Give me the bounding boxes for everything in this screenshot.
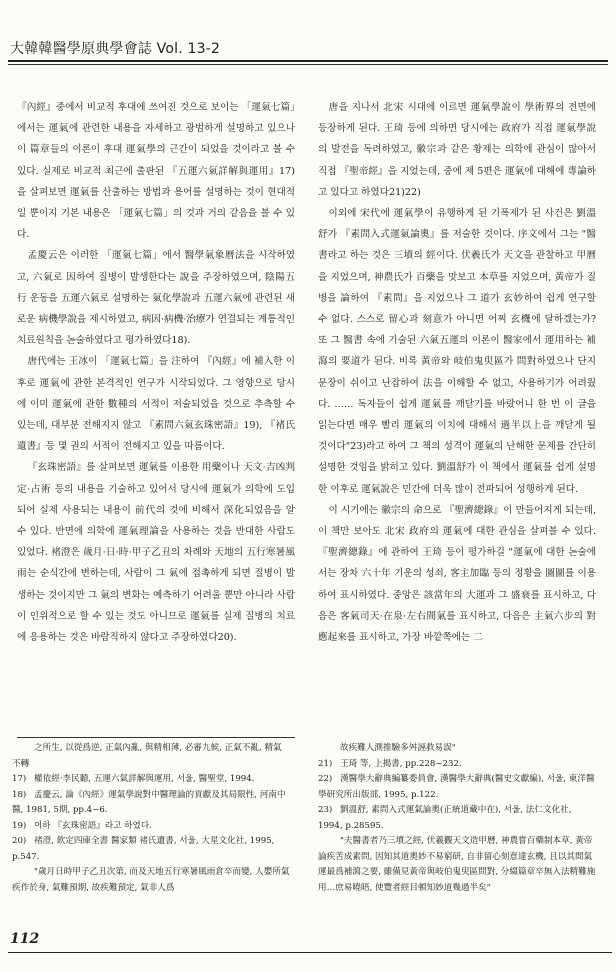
footnote [12,772,290,788]
footnote-text: 之所生, 以從爲逆, 正氣內亂, 與精相薄, 必審九候, 正氣不亂, 精氣不轉 [12,743,282,769]
page-number: 112 [10,931,40,947]
footnote-text: 漢醫學大辭典編纂委員會, 漢醫學大辭典(醫史文獻編), 서울, 東洋醫學研究所出版部, 1995, p.122. [318,774,595,800]
footer-rule [8,952,612,953]
footnotes-left [12,741,290,896]
header-rule-thin [8,64,608,65]
paragraph: 이외에 宋代에 運氣學이 유행하게 된 기폭제가 된 사건은 劉溫舒가 『素問入式運氣論奧』를 저술한 것이다. 序文에서 그는 "醫書라고 하는 것은 三墳의 經이다. 伏羲氏가 天文을 관찰하고 甲曆을 지었으며, 神農氏가 百藥을 맛보고 本草를 지었으며, 黃帝가 질병을 論하여 『素問』을 지었으나 그 道가 玄妙하여 쉽게 연구할 수 없다. 스스로 留心과 刻意가 아니면 어찌 玄機에 달하겠는가? 또 그 醫書 속에 기술된 六氣五運의 이론이 醫家에서 運用하는 補瀉의 要道가 된다. 비록 黃帝와 岐伯鬼臾區가 問對하였으나 단지 문장이 쉬이고 난잡하여 法을 이해할 수 없고, 사용하기가 어려웠다. …… 독자들이 쉽게 運氣를 깨닫기를 바랐어니 한 번 이 글을 읽는다면 매우 빨리 運氣의 이치에 대해서 過半以上을 깨닫게 될 것이다"23)라고 하여 그 책의 성격이 運氣의 난해한 문제를 간단히 설명한 것임을 밝히고 있다. 劉溫舒가 이 책에서 運氣를 쉽게 설명한 이후로 運氣說은 민간에 더욱 많이 전파되어 성행하게 된다. [318,208,596,495]
footnotes-right [318,741,596,896]
paragraph: 孟慶云은 이러한 「運氣七篇」에서 醫學氣象曆法을 시작하였고, 六氣로 因하여 질병이 발생한다는 說을 주장하였으며, 陰陽五行 운동을 五運六氣로 설명하는 氣化學說과 五運六氣에 관련된 새로운 病機學說을 제시하였고, 病因·病機·治療가 연결되는 계통적인 치료원칙을 논술하였다고 평가하였다18). [17,250,295,347]
footnote-text: 孟慶云, 論《內經》運氣學說對中醫理論的貢獻及其局限性, 河南中醫, 1981, 5期, pp.4~6. [12,789,286,815]
paragraph: 唐代에는 王冰이 「運氣七篇」을 注하여 『內經』에 補入한 이후로 運氣에 관한 본격적인 연구가 시작되었다. 그 영향으로 당시에 이미 運氣에 관한 數種의 서적이 저술되었을 것으로 추측할 수 있는데, 대부분 전해지지 않고 『素問六氣玄珠密語』19), 『褚氏遺書』등 몇 권의 서적이 전해지고 있을 따름이다. [17,356,295,453]
footnote-number: 19) [12,820,27,831]
footnote [318,772,596,803]
left-column [17,97,295,648]
footnote [12,865,290,896]
footnote [12,741,290,772]
footnote-number: 20) [12,836,27,846]
footnote [318,757,596,773]
footnote [12,834,290,865]
right-column [318,97,596,648]
footnote-text: 이하 『玄珠密語』라고 하였다. [34,820,152,831]
footnote [12,819,290,835]
footnote-number: 23) [318,805,333,815]
footnote-number: 21) [318,758,333,769]
paragraph: 『內經』중에서 비교적 후대에 쓰여진 것으로 보이는 「運氣七篇」에서는 運氣에 관련한 내용을 자세하고 광범하게 설명하고 있으나 이 篇章들의 이론이 후대 運氣學의 근간이 되었을 것이라고 볼 수 있다. 실제로 비교적 최근에 출판된 『五運六氣詳解與運用』17)을 살펴보면 運氣를 산출하는 방법과 용어를 설명하는 것이 현대적일 뿐이지 기본 내용은 「運氣七篇」의 것과 거의 같음을 볼 수 있다. [17,102,295,241]
paragraph: 이 시기에는 徽宗의 命으로 『聖濟總錄』이 만들어지게 되는데, 이 책만 보아도 北宋 政府의 運氣에 대한 관심을 살펴볼 수 있다. 『聖濟總錄』에 관하여 王琦 등이 평가하길 "運氣에 대한 논술에서는 장차 六十年 기운의 성쇠, 客主加臨 등의 정황을 圖圖를 이용하여 표시하였다. 중앙은 該當年의 大運과 그 盛衰를 표시하고, 다음은 客氣司天·在泉·左右間氣를 표시하고, 다음은 主氣六步의 對應起來를 표시하고, 가장 바깥쪽에는 二 [318,504,596,644]
header-rule [8,60,608,62]
footnote-text: "夫醫書者乃三墳之經, 伏羲觀天文造甲曆, 神農嘗百藥制本草, 黃帝論疾苦成素問, 因知其道奧妙不易窮研, 自非留心刻意達玄機, 且以其間氣運最爲補瀉之要, 雖備見黃帝與岐伯鬼臾區問對, 分綴篇章卒無入法精難施用…庶易曉晤, 使覽者經目頓知妙道幾過半矣" [318,836,596,893]
footnote [318,834,596,896]
footnote-text: 權依經·李民聽, 五運六氣詳解與運用, 서울, 醫聖堂, 1994. [34,774,255,784]
footnote-text: 故疾難人測推驗多舛誣救易誤" [340,743,456,753]
paragraph: 唐을 지나서 北宋 시대에 이르면 運氣學說이 學術界의 전면에 등장하게 된다. 王琦 등에 의하면 당시에는 政府가 직접 運氣學說의 발전을 독려하였고, 徽宗과 같은 황제는 의학에 관심이 많아서 직접 『聖帝經』을 지었는데, 중에 제 5편은 運氣에 대해에 專論하고 있다고 하였다21)22) [318,102,596,198]
footnote-text: "歲月日時甲子乙丑次第, 而及天地五行寒暑風雨倉卒而變, 人嬰所氣疾作於身, 氣難預期, 故疾難預定, 氣非人爲 [12,867,290,893]
footnote [318,741,596,757]
footnote-text: 王琦 等, 上揭書, pp.228~232. [340,758,462,769]
footnote-text: 褚澄, 欽定四庫全書 醫家類 褚氏遺書, 서울, 大星文化社, 1995, p.547. [12,836,275,862]
footnote-number: 18) [12,789,27,800]
journal-header: 大韓韓醫學原典學會誌 Vol. 13-2 [10,41,221,57]
footnote-separator [17,737,295,738]
footnote-text: 劉溫舒, 素問入式運氣論奧(正統道藏中在), 서울, 法仁文化社, 1994, p.28595. [318,805,572,831]
footnote [318,803,596,834]
footnote-number: 17) [12,774,27,784]
paragraph: 『玄珠密語』를 살펴보면 運氣를 이용한 用藥이나 天文·吉凶判定·占術 등의 내용을 기술하고 있어서 당시에 運氣가 의학에 도입되어 실제 사용되는 내용이 前代의 것에 비해서 深化되었음을 알 수 있다. 반면에 의학에 運氣理論을 사용하는 것을 반대한 사람도 있었다. 褚澄은 歲月·日·時·甲子乙丑의 차례와 天地의 五行寒暑風雨는 순식간에 변하는데, 사람이 그 氣에 접촉하게 되면 질병이 발생하는 것이지만 그 氣의 변화는 예측하기 어려울 뿐만 아니라 사람이 인위적으로 할 수 있는 것도 아니므로 運氣를 실제 질병의 치료에 응용하는 것은 바람직하지 않다고 주장하였다20). [17,462,295,644]
footnote-number: 22) [318,774,333,784]
footnote [12,788,290,819]
